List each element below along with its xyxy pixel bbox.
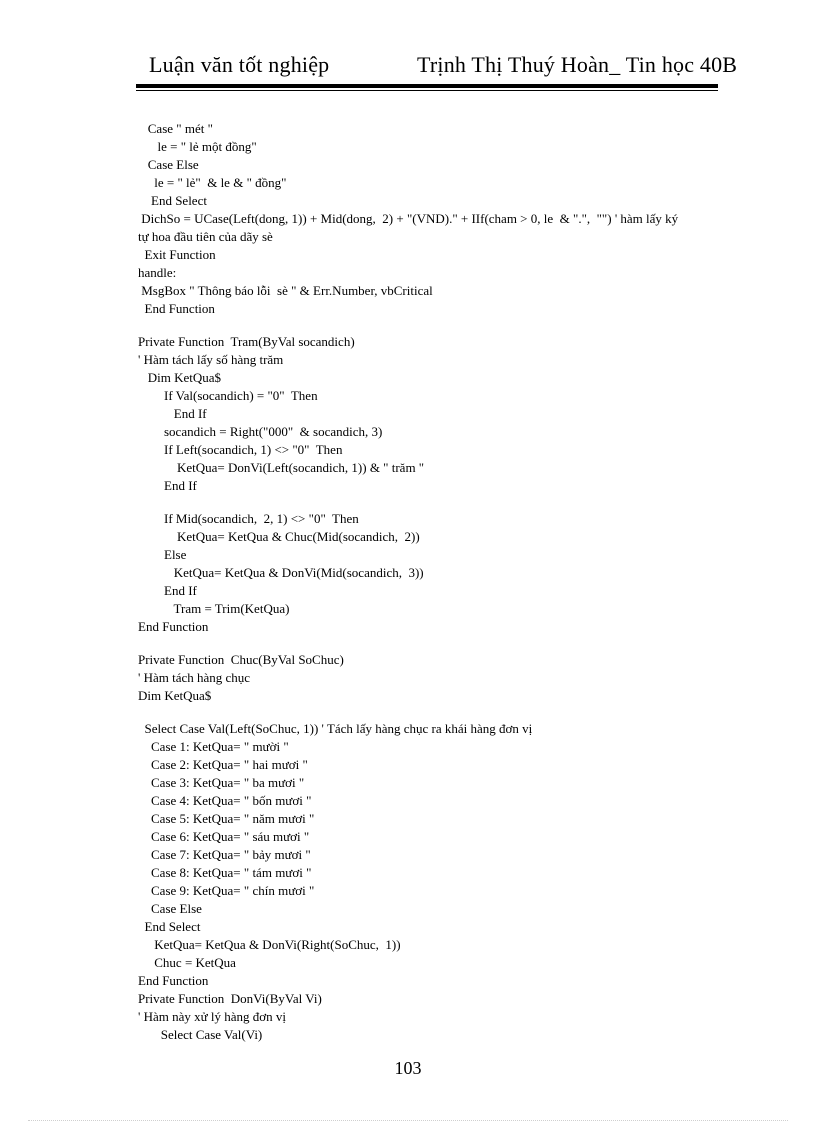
code-line: Select Case Val(Vi) [138,1027,263,1042]
code-line: le = " lẻ" & le & " đồng" [138,175,287,190]
code-line: le = " lẻ một đồng" [138,139,257,154]
code-line: Case " mét " [138,121,213,136]
code-line: DichSo = UCase(Left(dong, 1)) + Mid(dong, 2) + "(VND)." + IIf(cham > 0, le & ".", "") ' hàm lấy ký [138,211,679,226]
code-line: handle: [138,265,177,280]
code-line: ' Hàm tách lấy số hàng trăm [138,352,284,367]
code-line: Case Else [138,157,199,172]
code-listing [138,120,758,1044]
code-line: Private Function Chuc(ByVal SoChuc) [138,652,344,667]
code-line: KetQua= DonVi(Left(socandich, 1)) & " trăm " [138,460,425,475]
code-line: Case 1: KetQua= " mười " [138,739,289,754]
code-line: Case 5: KetQua= " năm mươi " [138,811,315,826]
code-line: ' Hàm này xử lý hàng đơn vị [138,1009,287,1024]
code-line: Case 9: KetQua= " chín mươi " [138,883,315,898]
code-line: ' Hàm tách hàng chục [138,670,251,685]
code-line: End Select [138,919,201,934]
code-line: Case 6: KetQua= " sáu mươi " [138,829,310,844]
code-line: KetQua= KetQua & DonVi(Right(SoChuc, 1)) [138,937,401,952]
code-line: End If [138,478,197,493]
code-line: If Mid(socandich, 2, 1) <> "0" Then [138,511,359,526]
code-line: Case Else [138,901,202,916]
code-line: Exit Function [138,247,216,262]
code-line: Select Case Val(Left(SoChuc, 1)) ' Tách lấy hàng chục ra khái hàng đơn vị [138,721,533,736]
code-line: Case 8: KetQua= " tám mươi " [138,865,312,880]
code-line: End Function [138,973,209,988]
code-line: End Function [138,619,209,634]
code-line: KetQua= KetQua & DonVi(Mid(socandich, 3)) [138,565,424,580]
code-line: End If [138,406,207,421]
code-line: Case 2: KetQua= " hai mươi " [138,757,308,772]
code-line: Dim KetQua$ [138,370,222,385]
header-title-left: Luận văn tốt nghiệp [149,52,330,77]
code-line: End If [138,583,197,598]
code-line: End Select [138,193,207,208]
code-line: Case 7: KetQua= " bảy mươi " [138,847,311,862]
code-line: MsgBox " Thông báo lỗi sè " & Err.Number, vbCritical [138,283,433,298]
code-line: Private Function DonVi(ByVal Vi) [138,991,322,1006]
page-bottom-border [28,1120,788,1121]
blank-line [138,636,758,651]
page-number: 103 [394,1058,422,1078]
code-line: socandich = Right("000" & socandich, 3) [138,424,383,439]
code-line: Case 4: KetQua= " bốn mươi " [138,793,312,808]
code-line: Tram = Trim(KetQua) [138,601,290,616]
blank-line [138,495,758,510]
code-line: Case 3: KetQua= " ba mươi " [138,775,305,790]
code-line: If Left(socandich, 1) <> "0" Then [138,442,343,457]
code-line: Private Function Tram(ByVal socandich) [138,334,355,349]
code-line: KetQua= KetQua & Chuc(Mid(socandich, 2)) [138,529,420,544]
header-rule-thin [136,90,718,91]
code-line: Else [138,547,187,562]
code-line: tự hoa đầu tiên của dãy sè [138,229,273,244]
blank-line [138,705,758,720]
code-line: Chuc = KetQua [138,955,236,970]
code-line: If Val(socandich) = "0" Then [138,388,318,403]
header-author-right: Trịnh Thị Thuý Hoàn_ Tin học 40B [417,52,738,77]
header-rule-thick [136,84,718,88]
blank-line [138,318,758,333]
code-line: End Function [138,301,215,316]
code-line: Dim KetQua$ [138,688,212,703]
